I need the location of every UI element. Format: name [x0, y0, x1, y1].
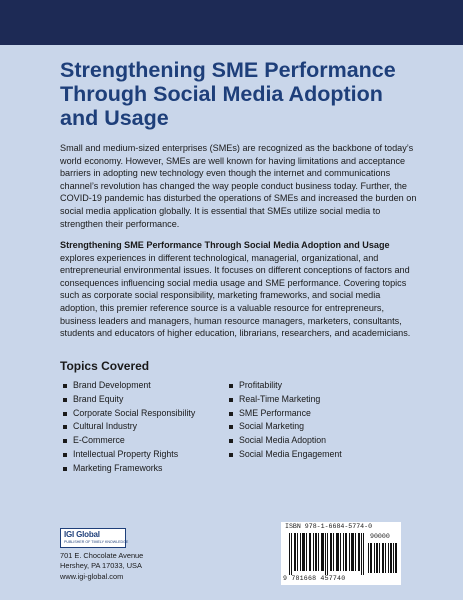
address-line: Hershey, PA 17033, USA [60, 561, 142, 571]
barcode-addon-icon [368, 543, 398, 573]
topic-item: Social Marketing [229, 420, 342, 434]
title-line: and Usage [60, 106, 169, 130]
topics-list-left [63, 379, 195, 476]
barcode-icon [289, 533, 365, 575]
topic-item: Marketing Frameworks [63, 462, 195, 476]
isbn-label: ISBN 978-1-6684-5774-0 [285, 523, 373, 530]
topic-item: Brand Development [63, 379, 195, 393]
description-paragraph-1: Small and medium-sized enterprises (SMEs) are recognized as the backbone of today’s world economy. However, SMEs are well known for having limitations and acceptance barriers in adopting new technology even though the internet and communications channel’s revolution has changed the way people conduct business today. Further, the COVID-19 pandemic has disturbed the operations of SMEs and increased the burden on social media application globally. It is essential that SMEs utilize social media to strengthen their performance. [60, 143, 417, 229]
topics-heading: Topics Covered [60, 359, 150, 373]
top-band [0, 0, 463, 45]
description-body: explores experiences in different technological, managerial, organizational, and entrepreneurial environmental issues. It focuses on different conceptions of factors and consequences influencing social media usage and SME performance. Covering topics such as corporate social responsibility, marketing frameworks, and social media adoption, this premier reference source is a valuable resource for entrepreneurs, business leaders and managers, human resource managers, marketers, consultants, students and educators of higher education, librarians, researchers, and academicians. [60, 252, 411, 339]
description-book-title: Strengthening SME Performance Through Social Media Adoption and Usage [60, 240, 390, 250]
publisher-address [60, 551, 143, 582]
topic-item: Social Media Engagement [229, 448, 342, 462]
title-line: Through Social Media Adoption [60, 82, 383, 106]
description-paragraph-2 [60, 239, 420, 340]
topic-item: Intellectual Property Rights [63, 448, 195, 462]
publisher-logo-name: IGI Global [64, 530, 100, 539]
topic-item: SME Performance [229, 407, 342, 421]
topic-item: Cultural Industry [63, 420, 195, 434]
topic-item: Brand Equity [63, 393, 195, 407]
publisher-logo [60, 528, 129, 548]
topic-item: Real-Time Marketing [229, 393, 342, 407]
barcode-digits: 9 781668 457740 [283, 575, 346, 582]
topic-item: Corporate Social Responsibility [63, 407, 195, 421]
publisher-logo-tagline: PUBLISHER OF TIMELY KNOWLEDGE [64, 540, 129, 544]
book-title [60, 58, 420, 130]
address-line: www.igi-global.com [60, 571, 124, 581]
address-line: 701 E. Chocolate Avenue [60, 551, 144, 560]
title-line: Strengthening SME Performance [60, 58, 396, 82]
topics-list-right [229, 379, 342, 462]
isbn-barcode-box [281, 522, 401, 585]
topic-item: E-Commerce [63, 434, 195, 448]
topic-item: Profitability [229, 379, 342, 393]
isbn-addon-label: 90000 [370, 533, 390, 540]
topic-item: Social Media Adoption [229, 434, 342, 448]
